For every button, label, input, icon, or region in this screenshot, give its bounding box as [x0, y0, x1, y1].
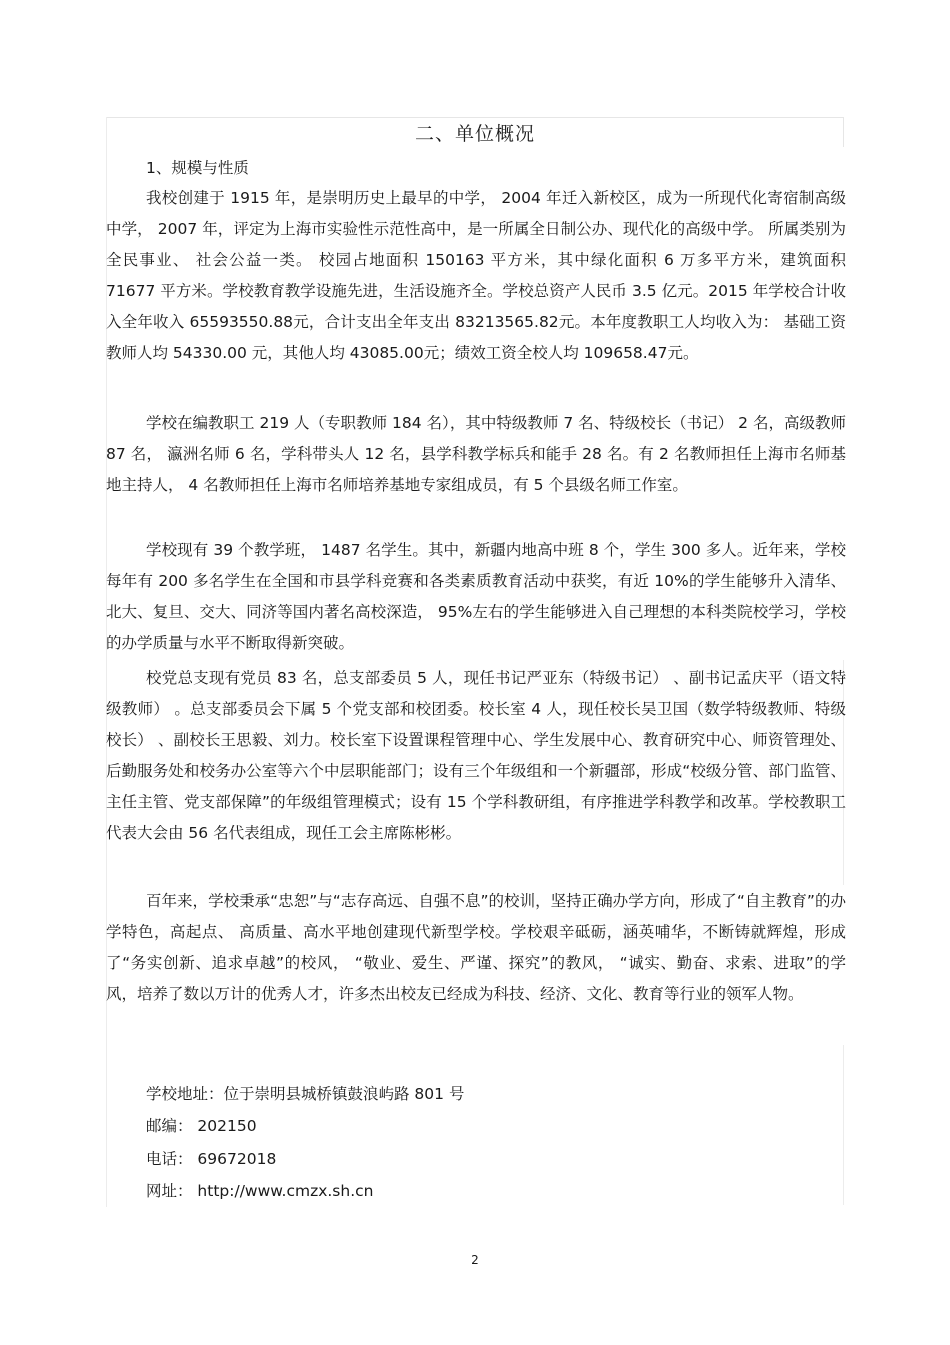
paragraph-history: 百年来，学校秉承“忠恕”与“志存高远、自强不息”的校训，坚持正确办学方向，形成了“自主教育”的办学特色，高起点、 高质量、高水平地创建现代新型学校。学校艰辛砥砺，涵英哺华，不断铸就辉煌，形成了“务实创新、追求卓越”的校风， “敬业、爱生、严谨、探究”的教风， “诚实、勤奋、求索、进取”的学风，培养了数以万计的优秀人才，许多杰出校友已经成为科技、经济、文化、教育等行业的领军人物。: [106, 892, 846, 1003]
paragraph-scale-nature: 我校创建于 1915 年，是崇明历史上最早的中学， 2004 年迁入新校区，成为一所现代化寄宿制高级中学， 2007 年，评定为上海市实验性示范性高中，是一所属全日制公办、现代化的高级中学。 所属类别为全民事业、 社会公益一类。 校园占地面积 150163 平方米，其中绿化面积 6 万多平方米，建筑面积 71677 平方米。学校教育教学设施先进，生活设施齐全。学校总资产人民币 3.5 亿元。2015 年学校合计收入全年收入 65593550.88元，合计支出全年支出 83213565.82元。本年度教职工人均收入为： 基础工资教师人均 54330.00 元，其他人均 43085.00元；绩效工资全校人均 109658.47元。: [106, 189, 846, 362]
page-number: 2: [471, 1253, 479, 1267]
phone-number: 电话： 69672018: [146, 1150, 277, 1168]
paragraph-organization: 校党总支现有党员 83 名，总支部委员 5 人，现任书记严亚东（特级书记） 、副书记孟庆平（语文特级教师） 。总支部委员会下属 5 个党支部和校团委。校长室 4 人，现任校长吴卫国（数学特级教师、特级校长） 、副校长王思毅、刘力。校长室下设置课程管理中心、学生发展中心、教育研究中心、师资管理处、后勤服务处和校务办公室等六个中层职能部门；设有三个年级组和一个新疆部，形成“校级分管、部门监管、主任主管、党支部保障”的年级组管理模式；设有 15 个学科教研组，有序推进学科教学和改革。学校教职工代表大会由 56 名代表组成，现任工会主席陈彬彬。: [106, 669, 846, 842]
section-title: 二、单位概况: [414, 123, 535, 145]
website-url: 网址： http://www.cmzx.sh.cn: [146, 1182, 374, 1200]
paragraph-students: 学校现有 39 个教学班， 1487 名学生。其中，新疆内地高中班 8 个，学生 300 多人。近年来，学校每年有 200 多名学生在全国和市县学科竞赛和各类素质教育活动中获奖，有近 10%的学生能够升入清华、北大、复旦、交大、同济等国内著名高校深造， 95%左右的学生能够进入自己理想的本科类院校学习，学校的办学质量与水平不断取得新突破。: [106, 541, 846, 652]
table-border-right: [843, 1045, 844, 1205]
table-border-top: [106, 117, 844, 118]
paragraph-staff: 学校在编教职工 219 人（专职教师 184 名），其中特级教师 7 名、特级校长（书记） 2 名，高级教师 87 名， 瀛洲名师 6 名，学科带头人 12 名，县学科教学标兵和能手 28 名。有 2 名教师担任上海市名师基地主持人， 4 名教师担任上海市名师培养基地专家组成员，有 5 个县级名师工作室。: [106, 414, 846, 494]
postal-code: 邮编： 202150: [146, 1117, 257, 1135]
subsection-title: 1、规模与性质: [146, 159, 249, 177]
school-address: 学校地址：位于崇明县城桥镇鼓浪屿路 801 号: [146, 1085, 465, 1103]
